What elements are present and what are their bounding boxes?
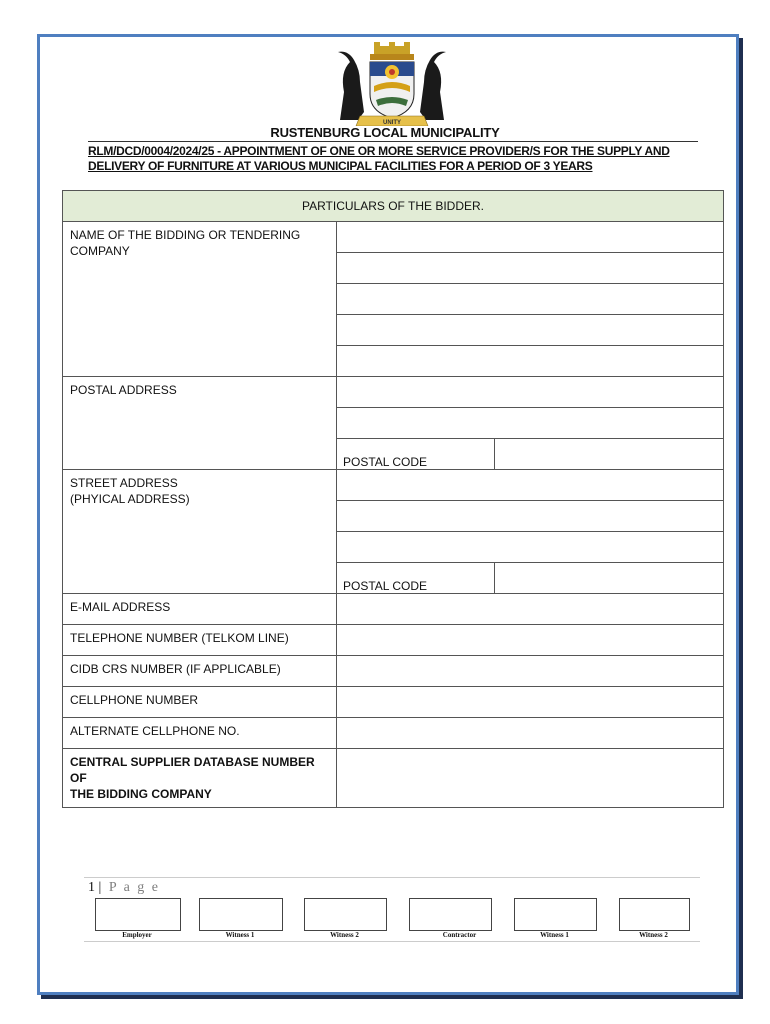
section-header: PARTICULARS OF THE BIDDER. <box>63 191 724 222</box>
postal-code-label: POSTAL CODE <box>337 439 495 470</box>
bidder-particulars-table <box>62 190 724 808</box>
email-field[interactable] <box>337 594 724 625</box>
witness1-signature-label: Witness 1 <box>225 931 255 939</box>
street-address-label-line2: (PHYICAL ADDRESS) <box>70 492 190 506</box>
postal-address-field-1[interactable] <box>337 377 724 408</box>
tender-description <box>88 144 698 174</box>
street-address-field-3[interactable] <box>337 532 724 563</box>
crest-motto: UNITY <box>383 120 401 126</box>
employer-signature-label: Employer <box>122 931 152 939</box>
page-separator: | <box>98 880 102 895</box>
company-name-label-line2: COMPANY <box>70 244 130 258</box>
alt-cellphone-field[interactable] <box>337 718 724 749</box>
cidb-field[interactable] <box>337 656 724 687</box>
tender-line-1: RLM/DCD/0004/2024/25 - APPOINTMENT OF ONE OR MORE SERVICE PROVIDER/S FOR THE SUPPLY AND <box>88 144 670 158</box>
page-number <box>88 880 160 896</box>
employer-signature-box[interactable] <box>95 898 181 931</box>
csd-number-field[interactable] <box>337 749 724 808</box>
telephone-field[interactable] <box>337 625 724 656</box>
postal-address-field-2[interactable] <box>337 408 724 439</box>
cidb-label: CIDB CRS NUMBER (IF APPLICABLE) <box>63 656 337 687</box>
contractor-witness2-signature-label: Witness 2 <box>639 931 668 939</box>
footer-bottom-rule <box>84 941 700 942</box>
municipality-title: RUSTENBURG LOCAL MUNICIPALITY <box>270 125 500 140</box>
company-name-field-1[interactable] <box>337 222 724 253</box>
cellphone-field[interactable] <box>337 687 724 718</box>
email-label: E-MAIL ADDRESS <box>63 594 337 625</box>
contractor-witness1-signature-label: Witness 1 <box>540 931 569 939</box>
footer-top-rule <box>84 877 700 878</box>
witness1-signature-box[interactable] <box>199 898 283 931</box>
tender-line-2: DELIVERY OF FURNITURE AT VARIOUS MUNICIPAL FACILITIES FOR A PERIOD OF 3 YEARS <box>88 159 593 173</box>
page-word: P a g e <box>108 880 161 895</box>
company-name-field-4[interactable] <box>337 315 724 346</box>
postal-address-label: POSTAL ADDRESS <box>63 377 337 470</box>
contractor-signature-label: Contractor <box>442 931 477 939</box>
csd-label-line1: CENTRAL SUPPLIER DATABASE NUMBER OF <box>70 755 315 785</box>
telephone-label: TELEPHONE NUMBER (TELKOM LINE) <box>63 625 337 656</box>
street-postal-code-label: POSTAL CODE <box>337 563 495 594</box>
postal-code-field[interactable] <box>495 439 724 470</box>
alt-cellphone-label: ALTERNATE CELLPHONE NO. <box>63 718 337 749</box>
company-name-field-5[interactable] <box>337 346 724 377</box>
contractor-witness1-signature-box[interactable] <box>514 898 597 931</box>
street-address-label-line1: STREET ADDRESS <box>70 476 178 490</box>
witness2-signature-box[interactable] <box>304 898 387 931</box>
csd-label-line2: THE BIDDING COMPANY <box>70 787 212 801</box>
page-number-value: 1 <box>88 880 95 895</box>
company-name-field-2[interactable] <box>337 253 724 284</box>
cellphone-label: CELLPHONE NUMBER <box>63 687 337 718</box>
municipal-crest-logo <box>330 42 454 126</box>
street-address-label <box>63 470 337 594</box>
csd-number-label <box>63 749 337 808</box>
title-rule <box>88 141 698 142</box>
company-name-label <box>63 222 337 377</box>
company-name-label-line1: NAME OF THE BIDDING OR TENDERING <box>70 228 301 242</box>
street-address-field-2[interactable] <box>337 501 724 532</box>
street-address-field-1[interactable] <box>337 470 724 501</box>
contractor-signature-box[interactable] <box>409 898 492 931</box>
witness2-signature-label: Witness 2 <box>330 931 359 939</box>
street-postal-code-field[interactable] <box>495 563 724 594</box>
company-name-field-3[interactable] <box>337 284 724 315</box>
contractor-witness2-signature-box[interactable] <box>619 898 690 931</box>
